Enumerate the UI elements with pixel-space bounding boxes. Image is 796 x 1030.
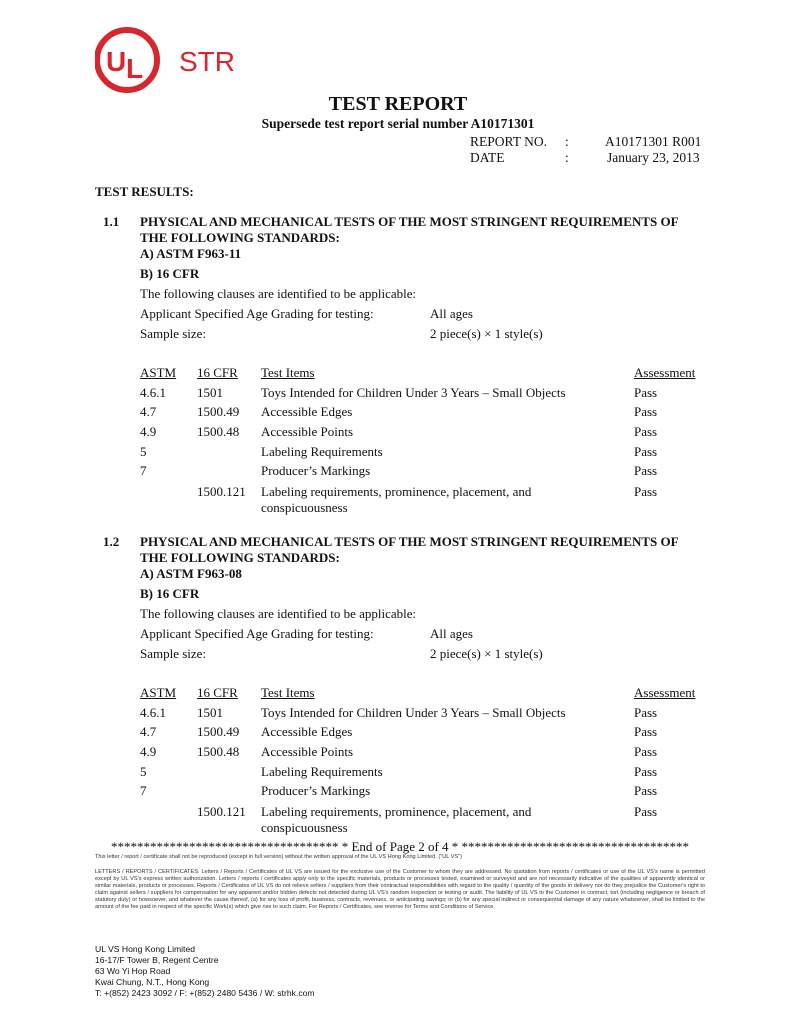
sample-size-value: 2 piece(s) × 1 style(s)	[430, 646, 543, 661]
col-assessment: Assessment	[634, 685, 696, 700]
cell-astm: 7	[140, 783, 147, 798]
svg-text:U: U	[106, 46, 127, 77]
col-test-items: Test Items	[261, 685, 315, 700]
cell-result: Pass	[634, 724, 658, 739]
sample-size-label: Sample size:	[140, 646, 207, 661]
brand-text: STR	[179, 46, 235, 77]
date-label: DATE	[470, 150, 505, 165]
cell-cfr: 1500.121	[197, 804, 246, 819]
cell-result: Pass	[634, 804, 658, 819]
address-line: UL VS Hong Kong Limited	[95, 944, 195, 954]
age-grading-value: All ages	[430, 306, 473, 321]
cell-cfr: 1500.48	[197, 424, 240, 439]
cell-astm: 5	[140, 764, 147, 779]
col-16cfr: 16 CFR	[197, 685, 238, 700]
address-line: 16-17/F Tower B, Regent Centre	[95, 955, 219, 965]
cell-astm: 5	[140, 444, 147, 459]
age-grading-label: Applicant Specified Age Grading for testing:	[140, 626, 374, 641]
cell-result: Pass	[634, 705, 658, 720]
clauses-text: The following clauses are identified to be applicable:	[140, 286, 417, 301]
clauses-text: The following clauses are identified to be applicable:	[140, 606, 417, 621]
company-address	[95, 944, 315, 999]
col-test-items: Test Items	[261, 365, 315, 380]
cell-item-2: conspicuousness	[261, 820, 348, 835]
cell-result: Pass	[634, 424, 658, 439]
reproduction-note: This letter / report / certificate shall not be reproduced (except in full version) without the written approval of the UL VS Hong Kong Limited. ("UL VS")	[95, 854, 463, 860]
section-heading-2: THE FOLLOWING STANDARDS:	[140, 550, 340, 565]
cell-item: Accessible Points	[261, 744, 354, 759]
age-grading-value: All ages	[430, 626, 473, 641]
standard-b: B) 16 CFR	[140, 266, 200, 281]
standard-a: A) ASTM F963-08	[140, 566, 242, 581]
cell-item: Labeling Requirements	[261, 444, 383, 459]
cell-item: Labeling requirements, prominence, placement, and	[261, 484, 532, 499]
date-colon: :	[565, 150, 569, 165]
cell-result: Pass	[634, 484, 658, 499]
address-line: 63 Wo Yi Hop Road	[95, 966, 171, 976]
report-no-label: REPORT NO.	[470, 134, 547, 149]
section-heading: PHYSICAL AND MECHANICAL TESTS OF THE MOST STRINGENT REQUIREMENTS OF	[140, 534, 679, 549]
cell-astm: 4.9	[140, 424, 157, 439]
contact-line: T: +(852) 2423 3092 / F: +(852) 2480 5436 / W: strhk.com	[95, 988, 315, 998]
cell-cfr: 1500.49	[197, 404, 240, 419]
col-astm: ASTM	[140, 685, 177, 700]
sample-size-value: 2 piece(s) × 1 style(s)	[430, 326, 543, 341]
disclaimer-text: LETTERS / REPORTS / CERTIFICATES: Letters / Reports / Certificates of UL VS are issued for the exclusive use of the Customer to whom they are addressed. No quotation from reports / certificates or use of the UL VS's name is permitted except by UL VS's express written authorization. Letters / reports / certificates apply only to the specific materials, products or processes tested, examined or surveyed and are not necessarily indicative of the qualities of apparently identical or similar materials, products or processes. Reports / Certificates of UL VS do not relieve sellers / suppliers from their contractual responsibilities with regard to the quality / quantity of the goods in delivery nor do they prejudice the Customer's right to claim against sellers / suppliers for compensation for any apparent and/or hidden defects not detected during UL VS's random inspection or testing or audit. The liability of UL VS to the Customer in contract, tort (including negligence or breach of statutory duty) or howsoever, and whatever the cause thereof, (a) for any loss of profit, business, contracts, revenues, or anticipating savings; or (b) for any special indirect or consequential damage of any nature whatsoever, shall be limited to the amount of the fee paid in respect of the specific Work(s) which give rise to such claim. For Reports / Certificates, see reverse for Terms and Conditions of Service.	[95, 869, 705, 910]
cell-item: Producer’s Markings	[261, 783, 371, 798]
ul-logo-icon	[95, 25, 245, 95]
cell-astm: 4.6.1	[140, 705, 166, 720]
cell-cfr: 1501	[197, 385, 223, 400]
cell-item: Accessible Points	[261, 424, 354, 439]
cell-cfr: 1500.49	[197, 724, 240, 739]
end-of-page-marker: *********************************** * End of Page 2 of 4 * ***********************************	[110, 839, 690, 854]
cell-result: Pass	[634, 444, 658, 459]
cell-item: Accessible Edges	[261, 404, 353, 419]
cell-astm: 4.7	[140, 404, 157, 419]
svg-text:L: L	[126, 53, 144, 84]
test-results-label: TEST RESULTS:	[95, 184, 194, 199]
address-line: Kwai Chung, N.T., Hong Kong	[95, 977, 210, 987]
cell-cfr: 1500.48	[197, 744, 240, 759]
cell-result: Pass	[634, 385, 658, 400]
cell-cfr: 1501	[197, 705, 223, 720]
cell-astm: 4.9	[140, 744, 157, 759]
supersede-note: Supersede test report serial number A10171301	[261, 116, 535, 131]
cell-item: Toys Intended for Children Under 3 Years – Small Objects	[261, 705, 566, 720]
col-16cfr: 16 CFR	[197, 365, 238, 380]
cell-item-2: conspicuousness	[261, 500, 348, 515]
cell-result: Pass	[634, 783, 658, 798]
cell-result: Pass	[634, 463, 658, 478]
report-no-colon: :	[565, 134, 569, 149]
cell-item: Labeling Requirements	[261, 764, 383, 779]
ul-str-logo	[95, 25, 245, 95]
standard-a: A) ASTM F963-11	[140, 246, 242, 261]
cell-cfr: 1500.121	[197, 484, 246, 499]
cell-astm: 4.7	[140, 724, 157, 739]
cell-result: Pass	[634, 764, 658, 779]
section-number: 1.1	[103, 214, 120, 229]
report-no-value: A10171301 R001	[605, 134, 702, 149]
cell-result: Pass	[634, 744, 658, 759]
cell-item: Labeling requirements, prominence, placement, and	[261, 804, 532, 819]
section-heading-2: THE FOLLOWING STANDARDS:	[140, 230, 340, 245]
cell-astm: 7	[140, 463, 147, 478]
col-astm: ASTM	[140, 365, 177, 380]
sample-size-label: Sample size:	[140, 326, 207, 341]
age-grading-label: Applicant Specified Age Grading for testing:	[140, 306, 374, 321]
cell-result: Pass	[634, 404, 658, 419]
section-number: 1.2	[103, 534, 120, 549]
col-assessment: Assessment	[634, 365, 696, 380]
date-value: January 23, 2013	[607, 150, 700, 165]
page-title: TEST REPORT	[328, 93, 468, 115]
cell-item: Producer’s Markings	[261, 463, 371, 478]
cell-astm: 4.6.1	[140, 385, 166, 400]
cell-item: Toys Intended for Children Under 3 Years – Small Objects	[261, 385, 566, 400]
cell-item: Accessible Edges	[261, 724, 353, 739]
section-heading: PHYSICAL AND MECHANICAL TESTS OF THE MOST STRINGENT REQUIREMENTS OF	[140, 214, 679, 229]
standard-b: B) 16 CFR	[140, 586, 200, 601]
